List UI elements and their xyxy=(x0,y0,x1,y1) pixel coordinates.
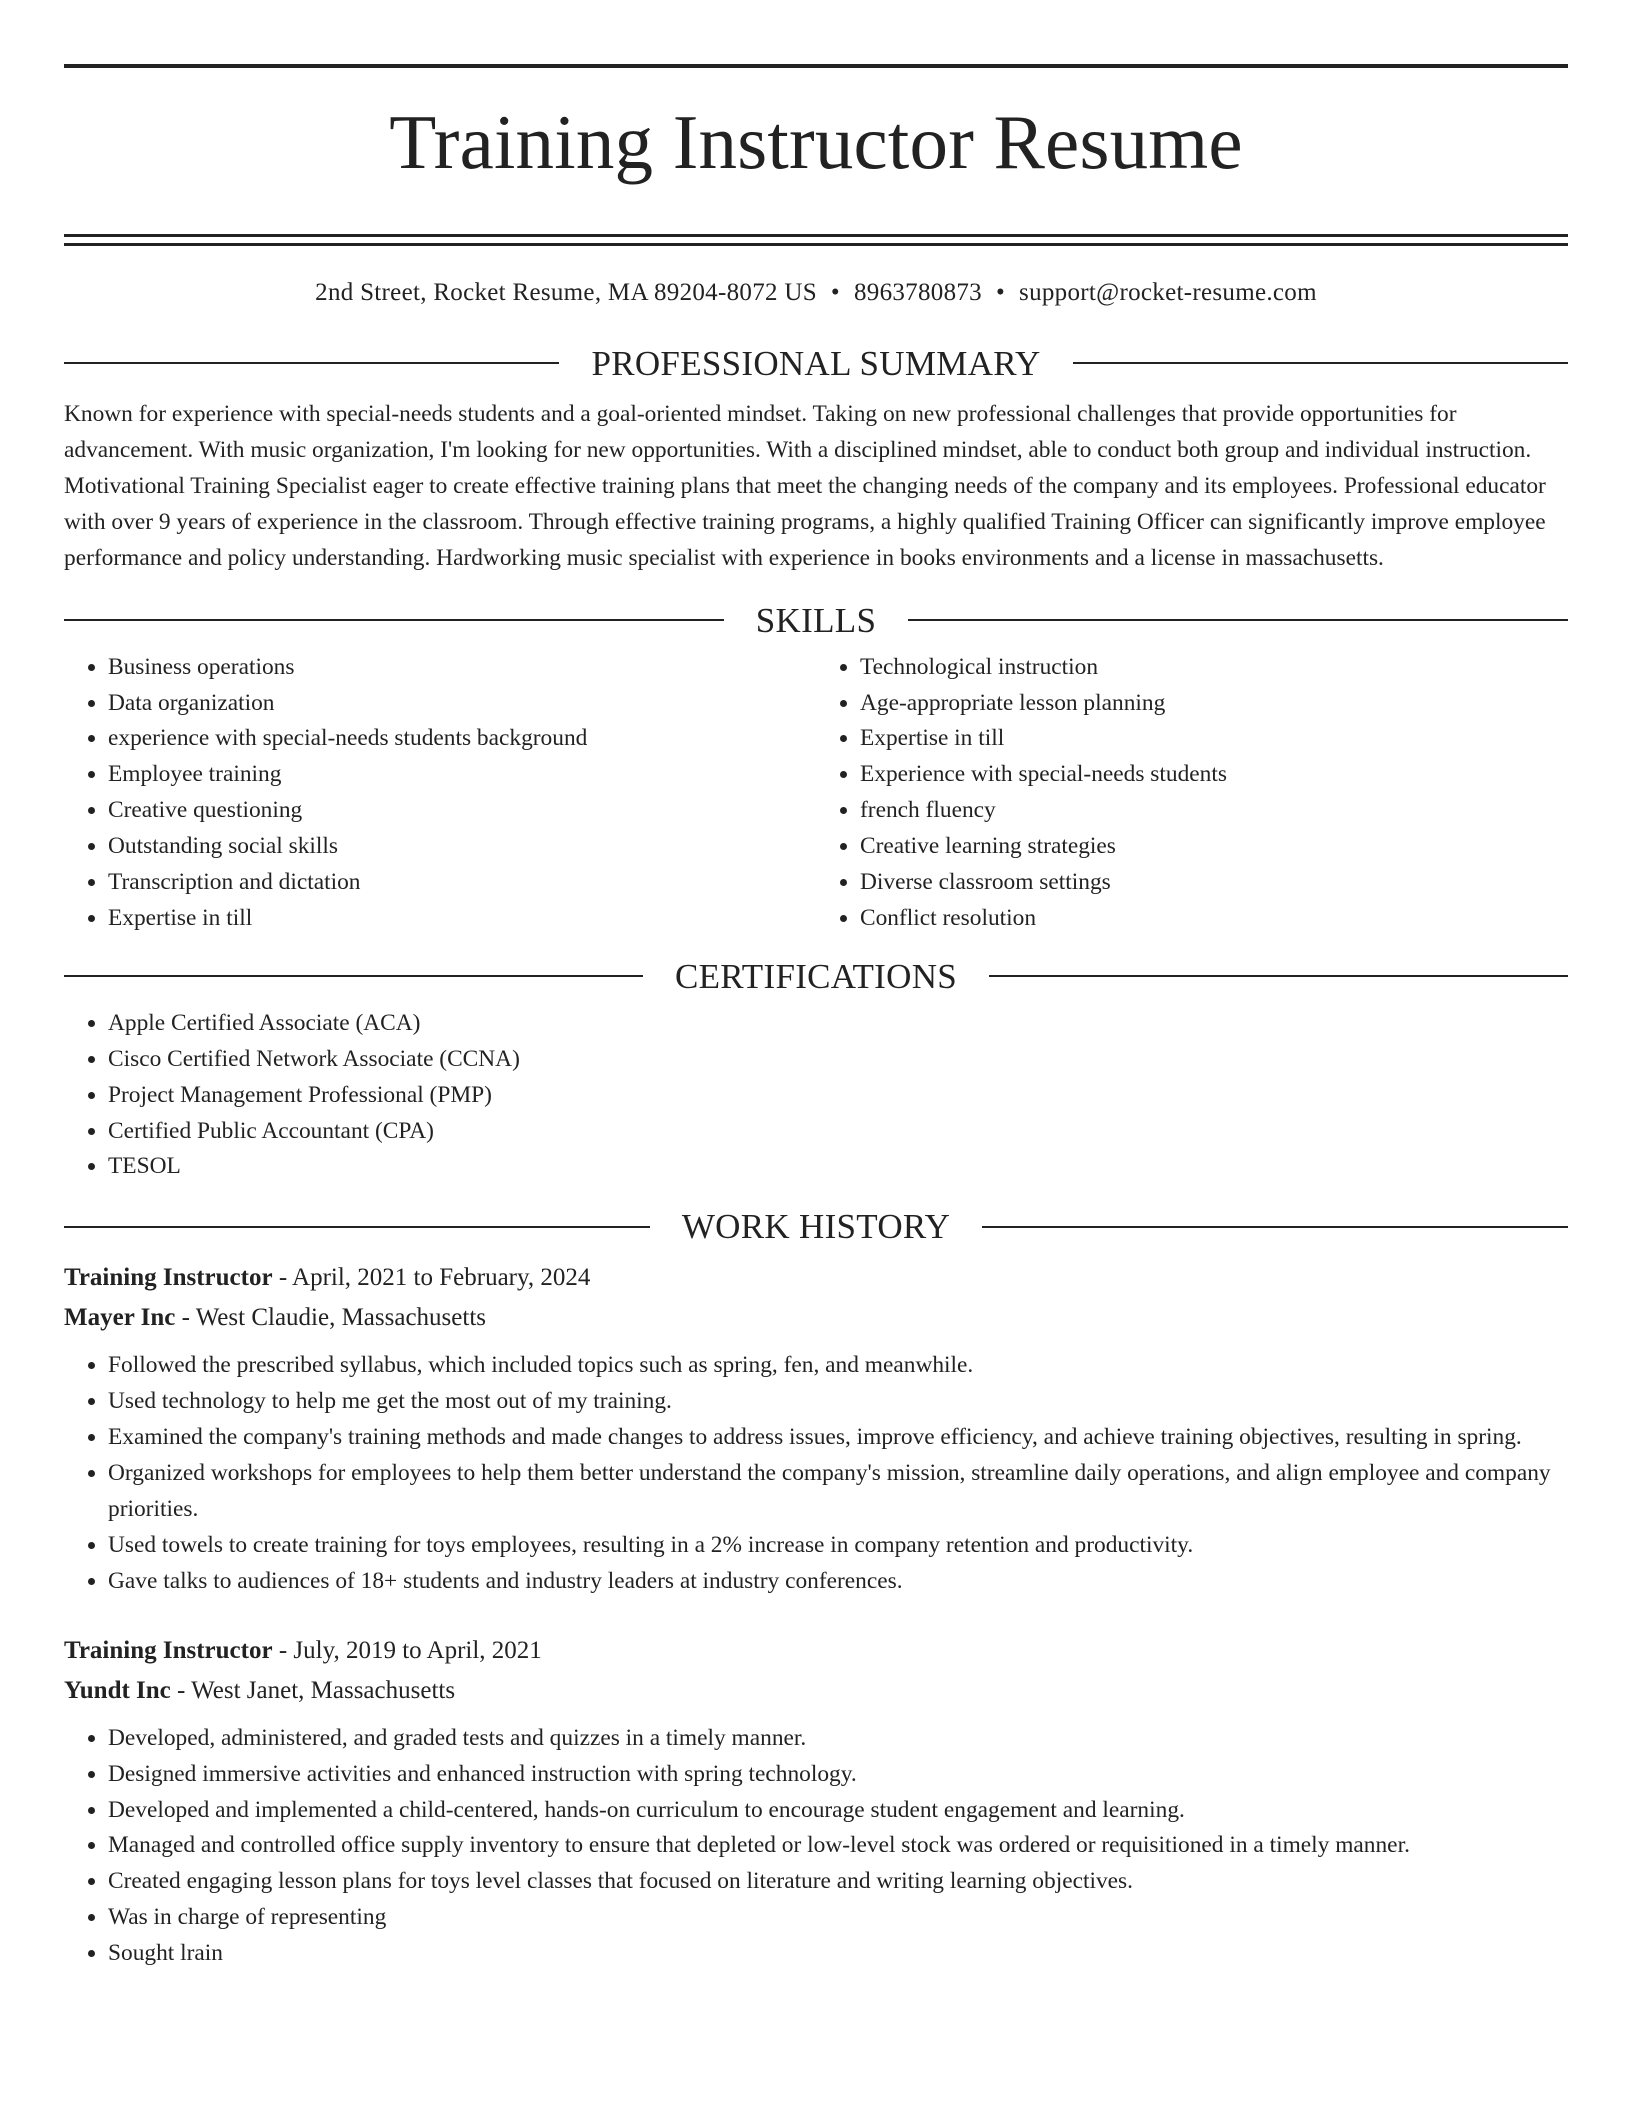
work-history-heading xyxy=(64,1207,1568,1247)
job-bullets xyxy=(64,1348,1568,1599)
job-bullet: • Developed and implemented a child-centered, hands-on curriculum to encourage student engagement and learning. xyxy=(108,1793,1568,1829)
resume-page xyxy=(64,0,1568,1972)
summary-text: Known for experience with special-needs students and a goal-oriented mindset. Taking on new professional challenges that provide opportunities for advancement. With music organization, I'm looking for new opportunities. With a disciplined mindset, able to conduct both group and individual instruction. Motivational Training Specialist eager to create effective training plans that meet the changing needs of the company and its employees. Professional educator with over 9 years of experience in the classroom. Through effective training programs, a highly qualified Training Officer can significantly improve employee performance and policy understanding. Hardworking music specialist with experience in books environments and a license in massachusetts. xyxy=(64,400,1546,572)
job-bullet: • Developed, administered, and graded tests and quizzes in a timely manner. xyxy=(108,1721,1568,1757)
skill-item: • french fluency xyxy=(860,793,1568,829)
job-bullet: • Created engaging lesson plans for toys level classes that focused on literature and writing learning objectives. xyxy=(108,1864,1568,1900)
skill-item: • Transcription and dictation xyxy=(108,865,816,901)
job-title-line xyxy=(64,1258,1568,1298)
skill-item: • Age-appropriate lesson planning xyxy=(860,686,1568,722)
skill-item: • Creative questioning xyxy=(108,793,816,829)
job-dates: - July, 2019 to April, 2021 xyxy=(278,1636,542,1664)
skill-item: • Business operations xyxy=(108,650,816,686)
job-bullet: • Examined the company's training methods and made changes to address issues, improve efficiency, and achieve training objectives, resulting in spring. xyxy=(108,1420,1568,1456)
contact-separator: • xyxy=(830,278,840,306)
contact-phone: 8963780873 xyxy=(853,278,982,306)
heading-rule xyxy=(908,619,1568,621)
skill-item: • Conflict resolution xyxy=(860,901,1568,937)
top-rule xyxy=(64,64,1568,68)
certification-item: • Project Management Professional (PMP) xyxy=(108,1078,1568,1114)
job-title: Training Instructor xyxy=(64,1636,273,1664)
job-company-line xyxy=(64,1298,1568,1338)
job-entry xyxy=(64,1631,1568,1972)
contact-email: support@rocket-resume.com xyxy=(1019,278,1317,306)
heading-rule xyxy=(64,975,643,977)
job-location: - West Claudie, Massachusetts xyxy=(181,1304,486,1332)
job-title: Training Instructor xyxy=(64,1264,273,1292)
skills-list-right xyxy=(816,650,1568,937)
job-company: Mayer Inc xyxy=(64,1304,176,1332)
job-bullet: • Managed and controlled office supply inventory to ensure that depleted or low-level stock was ordered or requisitioned in a timely manner. xyxy=(108,1828,1568,1864)
title-double-rule xyxy=(64,234,1568,246)
skill-item: • Employee training xyxy=(108,757,816,793)
summary-heading xyxy=(64,343,1568,383)
job-bullet: • Followed the prescribed syllabus, which included topics such as spring, fen, and meanwhile. xyxy=(108,1348,1568,1384)
skill-item: • experience with special-needs students background xyxy=(108,721,816,757)
skill-item: • Diverse classroom settings xyxy=(860,865,1568,901)
job-entry xyxy=(64,1258,1568,1599)
heading-rule xyxy=(64,362,559,364)
skill-item: • Technological instruction xyxy=(860,650,1568,686)
job-bullet: • Was in charge of representing xyxy=(108,1900,1568,1936)
skill-item: • Experience with special-needs students xyxy=(860,757,1568,793)
contact-line xyxy=(64,280,1568,305)
skills-heading-label: SKILLS xyxy=(755,600,877,640)
certifications-heading-label: CERTIFICATIONS xyxy=(674,956,958,996)
job-bullet: • Used technology to help me get the most out of my training. xyxy=(108,1384,1568,1420)
skills-heading xyxy=(64,600,1568,640)
heading-rule xyxy=(982,1226,1568,1228)
job-title-line xyxy=(64,1631,1568,1671)
job-bullet: • Used towels to create training for toys employees, resulting in a 2% increase in company retention and productivity. xyxy=(108,1528,1568,1564)
heading-rule xyxy=(1073,362,1568,364)
job-location: - West Janet, Massachusetts xyxy=(177,1676,456,1704)
job-bullet: • Designed immersive activities and enhanced instruction with spring technology. xyxy=(108,1757,1568,1793)
skill-item: • Outstanding social skills xyxy=(108,829,816,865)
summary-heading-label: PROFESSIONAL SUMMARY xyxy=(591,343,1041,383)
certifications-list xyxy=(64,1006,1568,1186)
certification-item: • TESOL xyxy=(108,1149,1568,1185)
job-bullet: • Gave talks to audiences of 18+ students and industry leaders at industry conferences. xyxy=(108,1564,1568,1600)
skills-list-left xyxy=(64,650,816,937)
skill-item: • Creative learning strategies xyxy=(860,829,1568,865)
certification-item: • Certified Public Accountant (CPA) xyxy=(108,1114,1568,1150)
certification-item: • Apple Certified Associate (ACA) xyxy=(108,1006,1568,1042)
skill-item: • Expertise in till xyxy=(860,721,1568,757)
work-history-heading-label: WORK HISTORY xyxy=(681,1207,951,1247)
skill-item: • Data organization xyxy=(108,686,816,722)
resume-title: Training Instructor Resume xyxy=(389,99,1243,185)
job-company-line xyxy=(64,1671,1568,1711)
job-bullet: • Organized workshops for employees to help them better understand the company's mission, streamline daily operations, and align employee and company priorities. xyxy=(108,1456,1568,1528)
job-dates: - April, 2021 to February, 2024 xyxy=(278,1264,591,1292)
heading-rule xyxy=(64,1226,650,1228)
job-company: Yundt Inc xyxy=(64,1676,171,1704)
contact-separator: • xyxy=(995,278,1006,306)
skills-grid xyxy=(64,650,1568,937)
job-bullet: • Sought lrain xyxy=(108,1936,1568,1972)
job-bullets xyxy=(64,1721,1568,1972)
skill-item: • Expertise in till xyxy=(108,901,816,937)
heading-rule xyxy=(64,619,724,621)
certification-item: • Cisco Certified Network Associate (CCNA) xyxy=(108,1042,1568,1078)
heading-rule xyxy=(989,975,1568,977)
contact-address: 2nd Street, Rocket Resume, MA 89204-8072 US xyxy=(315,278,817,306)
certifications-heading xyxy=(64,956,1568,996)
